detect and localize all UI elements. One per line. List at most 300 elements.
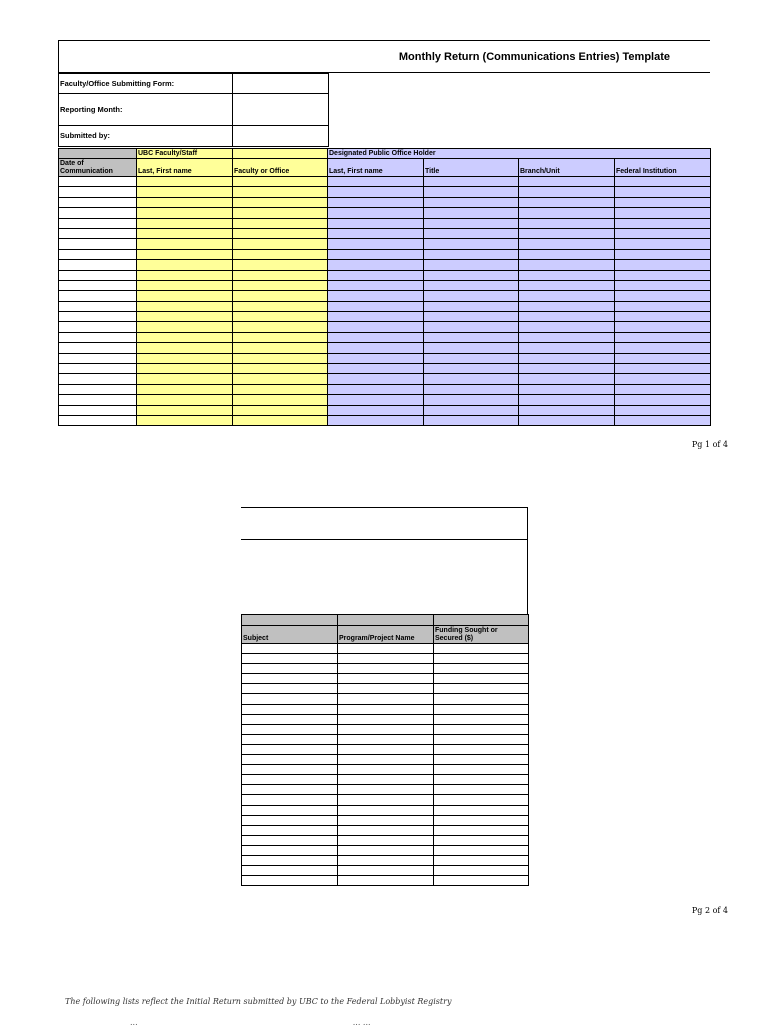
table-cell[interactable]	[328, 395, 424, 405]
table-cell[interactable]	[137, 301, 233, 311]
table-cell[interactable]	[338, 664, 434, 674]
faculty-office-field[interactable]	[233, 74, 329, 94]
table-cell[interactable]	[59, 228, 137, 238]
table-row	[59, 312, 711, 322]
table-cell[interactable]	[328, 384, 424, 394]
submitted-by-field[interactable]	[233, 126, 329, 147]
table-cell[interactable]	[233, 405, 328, 415]
table-cell[interactable]	[615, 384, 711, 394]
table-cell[interactable]	[519, 415, 615, 425]
table-row	[242, 866, 529, 876]
table-cell[interactable]	[233, 228, 328, 238]
table-cell[interactable]	[424, 239, 519, 249]
table-cell[interactable]	[519, 228, 615, 238]
table-cell[interactable]	[424, 249, 519, 259]
page-number: Pg 2 of 4	[691, 906, 728, 915]
table-cell[interactable]	[137, 177, 233, 187]
table-cell[interactable]	[242, 866, 338, 876]
table-cell[interactable]	[615, 364, 711, 374]
col-header-title: Title	[424, 159, 519, 177]
table-cell[interactable]	[424, 301, 519, 311]
table-cell[interactable]	[338, 724, 434, 734]
table-cell[interactable]	[434, 785, 529, 795]
table-cell[interactable]	[434, 744, 529, 754]
table-cell[interactable]	[615, 197, 711, 207]
table-cell[interactable]	[328, 218, 424, 228]
table-cell[interactable]	[424, 405, 519, 415]
table-cell[interactable]	[328, 405, 424, 415]
table-cell[interactable]	[233, 270, 328, 280]
info-label: Submitted by:	[59, 126, 233, 147]
subject-rows	[242, 644, 529, 886]
table-row	[242, 684, 529, 694]
table-cell[interactable]	[59, 364, 137, 374]
table-cell[interactable]	[434, 765, 529, 775]
table-cell[interactable]	[519, 312, 615, 322]
table-cell[interactable]	[233, 343, 328, 353]
table-cell[interactable]	[434, 855, 529, 865]
table-cell[interactable]	[233, 312, 328, 322]
table-cell[interactable]	[519, 187, 615, 197]
table-cell[interactable]	[434, 674, 529, 684]
communications-table	[58, 148, 711, 426]
table-cell[interactable]	[59, 405, 137, 415]
table-cell[interactable]	[338, 704, 434, 714]
table-cell[interactable]	[338, 765, 434, 775]
table-cell[interactable]	[137, 415, 233, 425]
table-cell[interactable]	[233, 239, 328, 249]
table-cell[interactable]	[615, 270, 711, 280]
table-cell[interactable]	[519, 322, 615, 332]
table-cell[interactable]	[233, 249, 328, 259]
table-row	[59, 208, 711, 218]
table-cell[interactable]	[242, 765, 338, 775]
table-row	[59, 415, 711, 425]
table-cell[interactable]	[338, 654, 434, 664]
table-cell[interactable]	[434, 704, 529, 714]
table-cell[interactable]	[328, 228, 424, 238]
table-cell[interactable]	[434, 755, 529, 765]
table-cell[interactable]	[519, 301, 615, 311]
table-cell[interactable]	[615, 291, 711, 301]
table-cell[interactable]	[242, 684, 338, 694]
table-cell[interactable]	[615, 395, 711, 405]
table-row	[59, 353, 711, 363]
info-row-month	[59, 94, 329, 126]
table-cell[interactable]	[59, 332, 137, 342]
table-cell[interactable]	[59, 291, 137, 301]
table-cell[interactable]	[434, 775, 529, 785]
table-cell[interactable]	[519, 208, 615, 218]
table-cell[interactable]	[424, 384, 519, 394]
table-cell[interactable]	[434, 815, 529, 825]
table-cell[interactable]	[137, 353, 233, 363]
table-cell[interactable]	[137, 270, 233, 280]
col-header-subject: Subject	[242, 626, 338, 644]
table-cell[interactable]	[615, 187, 711, 197]
table-cell[interactable]	[242, 734, 338, 744]
table-cell[interactable]	[434, 694, 529, 704]
table-cell[interactable]	[424, 322, 519, 332]
table-cell[interactable]	[59, 260, 137, 270]
table-cell[interactable]	[519, 270, 615, 280]
table-row	[242, 654, 529, 664]
table-cell[interactable]	[519, 239, 615, 249]
table-cell[interactable]	[519, 353, 615, 363]
table-cell[interactable]	[233, 415, 328, 425]
page2-header-box	[241, 507, 528, 540]
table-cell[interactable]	[328, 187, 424, 197]
table-cell[interactable]	[137, 374, 233, 384]
table-cell[interactable]	[424, 364, 519, 374]
table-cell[interactable]	[338, 734, 434, 744]
table-cell[interactable]	[424, 270, 519, 280]
table-cell[interactable]	[519, 395, 615, 405]
table-cell[interactable]	[338, 805, 434, 815]
table-cell[interactable]	[519, 332, 615, 342]
table-cell[interactable]	[242, 644, 338, 654]
table-cell[interactable]	[338, 684, 434, 694]
table-row	[59, 395, 711, 405]
table-cell[interactable]	[59, 322, 137, 332]
table-cell[interactable]	[615, 208, 711, 218]
table-cell[interactable]	[328, 270, 424, 280]
group-header-blank	[242, 615, 338, 626]
table-cell[interactable]	[328, 280, 424, 290]
table-cell[interactable]	[424, 260, 519, 270]
table-cell[interactable]	[338, 694, 434, 704]
table-cell[interactable]	[424, 353, 519, 363]
table-cell[interactable]	[137, 249, 233, 259]
table-cell[interactable]	[59, 384, 137, 394]
table-cell[interactable]	[519, 249, 615, 259]
table-cell[interactable]	[338, 785, 434, 795]
col-header-branch: Branch/Unit	[519, 159, 615, 177]
table-cell[interactable]	[615, 218, 711, 228]
table-cell[interactable]	[615, 312, 711, 322]
table-cell[interactable]	[424, 332, 519, 342]
col-header-date: Date of Communication	[59, 159, 137, 177]
table-row	[242, 644, 529, 654]
table-cell[interactable]	[615, 415, 711, 425]
table-row	[59, 239, 711, 249]
table-cell[interactable]	[424, 177, 519, 187]
table-cell[interactable]	[59, 270, 137, 280]
table-cell[interactable]	[242, 664, 338, 674]
table-cell[interactable]	[338, 835, 434, 845]
table-row	[242, 744, 529, 754]
table-cell[interactable]	[233, 208, 328, 218]
table-cell[interactable]	[137, 395, 233, 405]
table-cell[interactable]	[137, 197, 233, 207]
table-row	[59, 177, 711, 187]
table-cell[interactable]	[328, 260, 424, 270]
table-cell[interactable]	[137, 364, 233, 374]
table-cell[interactable]	[137, 312, 233, 322]
table-cell[interactable]	[615, 301, 711, 311]
table-cell[interactable]	[137, 187, 233, 197]
table-cell[interactable]	[137, 384, 233, 394]
table-cell[interactable]	[519, 364, 615, 374]
page-number: Pg 1 of 4	[691, 440, 728, 449]
table-cell[interactable]	[434, 866, 529, 876]
table-row	[59, 260, 711, 270]
table-row	[242, 785, 529, 795]
table-cell[interactable]	[424, 395, 519, 405]
table-cell[interactable]	[242, 704, 338, 714]
table-cell[interactable]	[59, 395, 137, 405]
table-cell[interactable]	[424, 197, 519, 207]
table-cell[interactable]	[338, 644, 434, 654]
table-cell[interactable]	[615, 322, 711, 332]
table-cell[interactable]	[242, 876, 338, 886]
table-cell[interactable]	[328, 312, 424, 322]
table-cell[interactable]	[615, 228, 711, 238]
table-cell[interactable]	[59, 218, 137, 228]
table-cell[interactable]	[328, 415, 424, 425]
table-cell[interactable]	[59, 374, 137, 384]
table-cell[interactable]	[242, 755, 338, 765]
col-header-faculty: Faculty or Office	[233, 159, 328, 177]
table-cell[interactable]	[519, 177, 615, 187]
table-row	[242, 765, 529, 775]
table-row	[242, 775, 529, 785]
table-cell[interactable]	[424, 415, 519, 425]
table-cell[interactable]	[233, 364, 328, 374]
table-cell[interactable]	[233, 260, 328, 270]
table-cell[interactable]	[242, 744, 338, 754]
table-cell[interactable]	[519, 218, 615, 228]
table-cell[interactable]	[242, 795, 338, 805]
table-cell[interactable]	[338, 845, 434, 855]
table-cell[interactable]	[59, 177, 137, 187]
table-cell[interactable]	[59, 239, 137, 249]
table-cell[interactable]	[615, 343, 711, 353]
table-cell[interactable]	[233, 187, 328, 197]
table-cell[interactable]	[233, 291, 328, 301]
table-cell[interactable]	[59, 343, 137, 353]
table-cell[interactable]	[59, 312, 137, 322]
table-cell[interactable]	[233, 218, 328, 228]
table-cell[interactable]	[328, 177, 424, 187]
table-cell[interactable]	[242, 654, 338, 664]
subject-column-header-row	[242, 626, 529, 644]
table-cell[interactable]	[615, 249, 711, 259]
table-cell[interactable]	[519, 291, 615, 301]
table-cell[interactable]	[434, 714, 529, 724]
table-cell[interactable]	[242, 805, 338, 815]
table-cell[interactable]	[519, 280, 615, 290]
table-cell[interactable]	[328, 301, 424, 311]
table-cell[interactable]	[233, 177, 328, 187]
table-cell[interactable]	[338, 825, 434, 835]
table-cell[interactable]	[434, 684, 529, 694]
table-row	[59, 322, 711, 332]
table-cell[interactable]	[137, 260, 233, 270]
table-cell[interactable]	[59, 187, 137, 197]
table-cell[interactable]	[137, 291, 233, 301]
table-cell[interactable]	[338, 855, 434, 865]
table-cell[interactable]	[328, 364, 424, 374]
table-cell[interactable]	[338, 876, 434, 886]
table-cell[interactable]	[137, 332, 233, 342]
column-header-row	[59, 159, 711, 177]
table-cell[interactable]	[137, 239, 233, 249]
table-cell[interactable]	[615, 374, 711, 384]
table-row	[59, 291, 711, 301]
table-cell[interactable]	[328, 332, 424, 342]
table-cell[interactable]	[615, 353, 711, 363]
group-header-blank	[338, 615, 434, 626]
table-cell[interactable]	[59, 249, 137, 259]
table-cell[interactable]	[242, 724, 338, 734]
table-cell[interactable]	[242, 775, 338, 785]
table-cell[interactable]	[615, 239, 711, 249]
table-cell[interactable]	[137, 322, 233, 332]
table-cell[interactable]	[424, 228, 519, 238]
table-cell[interactable]	[59, 301, 137, 311]
table-row	[242, 704, 529, 714]
table-cell[interactable]	[424, 312, 519, 322]
table-cell[interactable]	[328, 374, 424, 384]
table-cell[interactable]	[59, 208, 137, 218]
table-cell[interactable]	[338, 744, 434, 754]
table-cell[interactable]	[615, 280, 711, 290]
table-cell[interactable]	[519, 374, 615, 384]
table-cell[interactable]	[434, 795, 529, 805]
table-row	[242, 815, 529, 825]
table-cell[interactable]	[328, 239, 424, 249]
table-cell[interactable]	[137, 343, 233, 353]
table-cell[interactable]	[434, 724, 529, 734]
table-cell[interactable]	[424, 374, 519, 384]
table-cell[interactable]	[59, 353, 137, 363]
table-cell[interactable]	[338, 866, 434, 876]
table-row	[242, 795, 529, 805]
table-cell[interactable]	[434, 734, 529, 744]
table-cell[interactable]	[338, 674, 434, 684]
table-cell[interactable]	[328, 343, 424, 353]
table-cell[interactable]	[137, 280, 233, 290]
table-cell[interactable]	[59, 197, 137, 207]
table-cell[interactable]	[338, 714, 434, 724]
table-cell[interactable]	[242, 714, 338, 724]
table-cell[interactable]	[137, 405, 233, 415]
table-cell[interactable]	[615, 332, 711, 342]
table-cell[interactable]	[242, 855, 338, 865]
reporting-month-field[interactable]	[233, 94, 329, 126]
table-cell[interactable]	[434, 876, 529, 886]
table-cell[interactable]	[242, 694, 338, 704]
table-cell[interactable]	[434, 805, 529, 815]
table-cell[interactable]	[519, 384, 615, 394]
table-cell[interactable]	[424, 343, 519, 353]
table-cell[interactable]	[338, 795, 434, 805]
table-cell[interactable]	[338, 775, 434, 785]
table-row	[242, 734, 529, 744]
table-cell[interactable]	[233, 384, 328, 394]
table-row	[59, 343, 711, 353]
table-cell[interactable]	[328, 197, 424, 207]
table-row	[242, 755, 529, 765]
table-cell[interactable]	[328, 353, 424, 363]
table-cell[interactable]	[434, 845, 529, 855]
table-cell[interactable]	[242, 825, 338, 835]
table-row	[242, 876, 529, 886]
subject-group-header-row	[242, 615, 529, 626]
table-cell[interactable]	[338, 755, 434, 765]
table-row	[242, 724, 529, 734]
table-cell[interactable]	[233, 322, 328, 332]
table-cell[interactable]	[137, 208, 233, 218]
table-cell[interactable]	[519, 405, 615, 415]
table-cell[interactable]	[424, 187, 519, 197]
table-cell[interactable]	[242, 785, 338, 795]
table-cell[interactable]	[242, 835, 338, 845]
communications-rows	[59, 177, 711, 426]
table-cell[interactable]	[434, 644, 529, 654]
table-cell[interactable]	[233, 197, 328, 207]
table-cell[interactable]	[233, 395, 328, 405]
table-row	[242, 674, 529, 684]
table-cell[interactable]	[242, 845, 338, 855]
table-cell[interactable]	[328, 322, 424, 332]
table-cell[interactable]	[328, 208, 424, 218]
table-cell[interactable]	[434, 825, 529, 835]
table-cell[interactable]	[434, 835, 529, 845]
table-cell[interactable]	[242, 815, 338, 825]
table-cell[interactable]	[137, 228, 233, 238]
table-cell[interactable]	[137, 218, 233, 228]
table-cell[interactable]	[233, 374, 328, 384]
col-header-institution: Federal Institution	[615, 159, 711, 177]
col-header-program: Program/Project Name	[338, 626, 434, 644]
submission-info-table	[58, 73, 329, 147]
table-cell[interactable]	[233, 301, 328, 311]
table-row	[59, 197, 711, 207]
table-cell[interactable]	[434, 664, 529, 674]
title-box	[58, 40, 710, 73]
group-header-ubc-cont	[233, 149, 328, 159]
table-cell[interactable]	[328, 249, 424, 259]
table-cell[interactable]	[519, 260, 615, 270]
table-cell[interactable]	[59, 415, 137, 425]
registry-note: The following lists reflect the Initial Return submitted by UBC to the Federal Lobbyist Registry	[65, 997, 452, 1006]
table-cell[interactable]	[424, 280, 519, 290]
table-cell[interactable]	[233, 280, 328, 290]
table-cell[interactable]	[59, 280, 137, 290]
table-cell[interactable]	[424, 291, 519, 301]
table-cell[interactable]	[328, 291, 424, 301]
table-cell[interactable]	[338, 815, 434, 825]
table-cell[interactable]	[424, 208, 519, 218]
table-cell[interactable]	[233, 332, 328, 342]
table-row	[242, 664, 529, 674]
table-cell[interactable]	[615, 177, 711, 187]
table-cell[interactable]	[242, 674, 338, 684]
table-cell[interactable]	[519, 343, 615, 353]
table-row	[59, 332, 711, 342]
table-cell[interactable]	[615, 405, 711, 415]
table-cell[interactable]	[424, 218, 519, 228]
table-row	[59, 187, 711, 197]
table-cell[interactable]	[434, 654, 529, 664]
table-cell[interactable]	[615, 260, 711, 270]
col-header-dpoh-name: Last, First name	[328, 159, 424, 177]
table-cell[interactable]	[519, 197, 615, 207]
table-cell[interactable]	[233, 353, 328, 363]
table-row	[59, 249, 711, 259]
